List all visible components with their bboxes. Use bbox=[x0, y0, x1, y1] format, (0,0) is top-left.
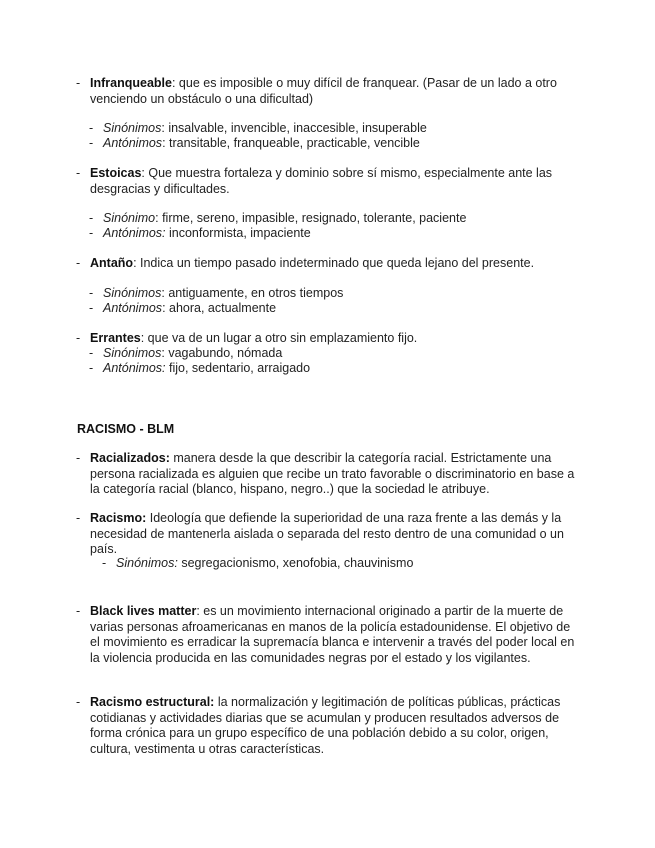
entry-racismo-estructural: - Racismo estructural: la normalización y legitimación de políticas públicas, prácticas cotidianas y actividades diarias que se acumulan y producen resultados adversos de forma crónica para un grupo específico de una población debido a su color, origen, cultura, vestimenta u otras características. bbox=[76, 695, 561, 756]
antonyms-estoicas: - Antónimos: inconformista, impaciente bbox=[89, 226, 311, 240]
entry-antano: - Antaño: Indica un tiempo pasado indeterminado que queda lejano del presente. bbox=[76, 256, 535, 270]
synonyms-estoicas: - Sinónimo: firme, sereno, impasible, resignado, tolerante, paciente bbox=[89, 211, 467, 225]
section-heading: RACISMO - BLM bbox=[77, 422, 175, 436]
entry-racismo: - Racismo: Ideología que defiende la superioridad de una raza frente a las demás y la necesidad de mantenerla aislada o separada del resto dentro de una comunidad o un país. bbox=[76, 511, 564, 556]
entry-racializados: - Racializados: manera desde la que describir la categoría racial. Estrictamente una persona racializada es alguien que recibe un trato favorable o discriminatorio en base a la categoría racial (blanco, hispano, negro..) que la sociedad le atribuye. bbox=[76, 451, 575, 496]
synonyms-racismo: - Sinónimos: segregacionismo, xenofobia, chauvinismo bbox=[102, 556, 414, 570]
antonyms-infranqueable: - Antónimos: transitable, franqueable, practicable, vencible bbox=[89, 136, 420, 150]
bullet-dash: - bbox=[76, 76, 81, 90]
antonyms-antano: - Antónimos: ahora, actualmente bbox=[89, 301, 277, 315]
definition: : que es imposible o muy difícil de franquear. (Pasar de un lado a otro venciendo un obstáculo o una dificultad) bbox=[90, 76, 557, 106]
synonyms-errantes: - Sinónimos: vagabundo, nómada bbox=[89, 346, 283, 360]
entry-infranqueable bbox=[76, 76, 576, 107]
synonyms-infranqueable: - Sinónimos: insalvable, invencible, inaccesible, insuperable bbox=[89, 121, 427, 135]
term: Infranqueable bbox=[90, 76, 172, 90]
entry-estoicas: - Estoicas: Que muestra fortaleza y dominio sobre sí mismo, especialmente ante las desgracias y dificultades. bbox=[76, 166, 553, 196]
antonyms-errantes: - Antónimos: fijo, sedentario, arraigado bbox=[89, 361, 311, 375]
entry-errantes: - Errantes: que va de un lugar a otro sin emplazamiento fijo. bbox=[76, 331, 418, 345]
entry-black-lives-matter: - Black lives matter: es un movimiento internacional originado a partir de la muerte de varias personas afroamericanas en manos de la policía estadounidense. El objetivo de el movimiento es erradicar la supremacía blanca e intervenir a través del poder local en la violencia producida en las comunidades negras por el estado y los vigilantes. bbox=[76, 604, 575, 665]
synonyms-antano: - Sinónimos: antiguamente, en otros tiempos bbox=[89, 286, 344, 300]
